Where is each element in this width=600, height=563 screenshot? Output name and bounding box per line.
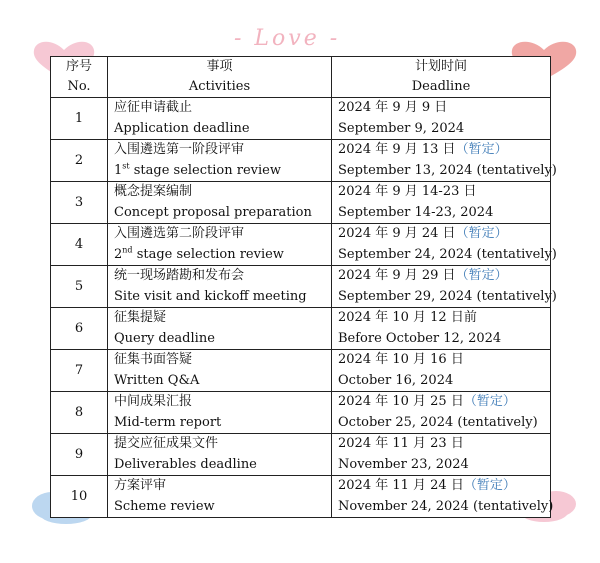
activity-zh: 方案评审 (114, 478, 167, 493)
header-activities-en: Activities (188, 79, 251, 94)
deadline-cell (332, 434, 551, 476)
row-number: 2 (51, 140, 108, 182)
activity-en: Mid-term report (114, 414, 222, 430)
row-number: 1 (51, 98, 108, 140)
table-row (51, 350, 551, 392)
activity-cell (108, 350, 332, 392)
activity-zh: 概念提案编制 (114, 184, 193, 199)
deadline-cell (332, 266, 557, 308)
activity-zh: 应征申请截止 (114, 100, 193, 115)
activity-en-rest: stage selection review (129, 162, 281, 178)
status-tag: （暂定） (455, 268, 508, 283)
deadline-cell (332, 350, 551, 392)
deadline-cell (332, 182, 551, 224)
status-tag: （暂定） (463, 478, 516, 493)
table-row (51, 266, 551, 308)
header-no-zh: 序号 (65, 59, 92, 74)
status-tag: （暂定） (455, 226, 508, 241)
deadline-cell (332, 476, 554, 518)
activity-en: Deliverables deadline (114, 456, 257, 472)
deadline-en: September 24, 2024 (tentatively) (338, 246, 557, 262)
activity-en (108, 245, 331, 266)
header-deadline (332, 57, 551, 98)
deadline-zh: 2024 年 10 月 12 日前 (338, 310, 477, 325)
table-row (51, 182, 551, 224)
row-number: 4 (51, 224, 108, 266)
deadline-en: October 16, 2024 (338, 372, 454, 388)
activity-en: Written Q&A (114, 372, 200, 388)
table-row (51, 140, 551, 182)
activity-cell (108, 140, 332, 182)
table-header-row (51, 57, 551, 98)
row-number: 7 (51, 350, 108, 392)
activity-cell (108, 434, 332, 476)
activity-en: Application deadline (114, 120, 250, 136)
deadline-en: November 23, 2024 (338, 456, 469, 472)
deadline-en: Before October 12, 2024 (338, 330, 502, 346)
deadline-en: September 14-23, 2024 (338, 204, 494, 220)
row-number: 8 (51, 392, 108, 434)
deadline-zh: 2024 年 10 月 16 日 (338, 352, 464, 367)
table-row (51, 434, 551, 476)
table-row (51, 224, 551, 266)
header-no (51, 57, 108, 98)
deadline-zh: 2024 年 9 月 24 日 (338, 226, 456, 241)
status-tag: （暂定） (455, 142, 508, 157)
activity-zh: 入围遴选第一阶段评审 (114, 142, 245, 157)
deadline-zh: 2024 年 11 月 24 日 (338, 478, 464, 493)
activity-zh: 征集提疑 (114, 310, 167, 325)
deadline-cell (332, 308, 551, 350)
row-number: 3 (51, 182, 108, 224)
activity-cell (108, 224, 332, 266)
deadline-zh: 2024 年 9 月 29 日 (338, 268, 456, 283)
deadline-en: November 24, 2024 (tentatively) (338, 498, 554, 514)
deadline-en: September 9, 2024 (338, 120, 465, 136)
row-number: 6 (51, 308, 108, 350)
love-title: - Love - (234, 26, 341, 51)
deadline-cell (332, 224, 557, 266)
table-row (51, 98, 551, 140)
activity-zh: 中间成果汇报 (114, 394, 193, 409)
activity-cell (108, 98, 332, 140)
deadline-en: October 25, 2024 (tentatively) (338, 414, 538, 430)
header-deadline-en: Deadline (411, 79, 471, 94)
activity-en: Scheme review (114, 498, 215, 514)
activity-cell (108, 182, 332, 224)
deadline-cell (332, 392, 551, 434)
deadline-zh: 2024 年 9 月 13 日 (338, 142, 456, 157)
activity-zh: 统一现场踏勘和发布会 (114, 268, 245, 283)
row-number: 5 (51, 266, 108, 308)
table-row (51, 476, 551, 518)
activity-zh: 提交应征成果文件 (114, 436, 219, 451)
deadline-en: September 13, 2024 (tentatively) (338, 162, 557, 178)
activity-en: Concept proposal preparation (114, 204, 312, 220)
activity-ordinal-suffix: nd (122, 245, 133, 255)
activity-en-rest: stage selection review (132, 246, 284, 262)
row-number: 9 (51, 434, 108, 476)
activity-cell (108, 308, 332, 350)
activity-cell (108, 266, 332, 308)
activity-ordinal-suffix: st (122, 161, 130, 171)
header-deadline-zh: 计划时间 (414, 59, 467, 74)
activity-en (108, 161, 331, 182)
table-row (51, 392, 551, 434)
header-activities-zh: 事项 (206, 59, 233, 74)
activity-en: Site visit and kickoff meeting (114, 288, 307, 304)
deadline-zh: 2024 年 9 月 9 日 (338, 100, 448, 115)
header-activities (108, 57, 332, 98)
activity-zh: 入围遴选第二阶段评审 (114, 226, 245, 241)
activity-en: Query deadline (114, 330, 215, 346)
activity-zh: 征集书面答疑 (114, 352, 193, 367)
activity-cell (108, 392, 332, 434)
header-no-en: No. (67, 79, 91, 94)
deadline-cell (332, 98, 551, 140)
deadline-zh: 2024 年 9 月 14-23 日 (338, 184, 477, 199)
table-row (51, 308, 551, 350)
activity-ordinal-number: 2 (114, 246, 123, 262)
status-tag: （暂定） (463, 394, 516, 409)
deadline-cell (332, 140, 557, 182)
row-number: 10 (51, 476, 108, 518)
deadline-en: September 29, 2024 (tentatively) (338, 288, 557, 304)
deadline-zh: 2024 年 11 月 23 日 (338, 436, 464, 451)
deadline-zh: 2024 年 10 月 25 日 (338, 394, 464, 409)
activity-ordinal-number: 1 (114, 162, 123, 178)
schedule-table (50, 56, 557, 518)
activity-cell (108, 476, 332, 518)
